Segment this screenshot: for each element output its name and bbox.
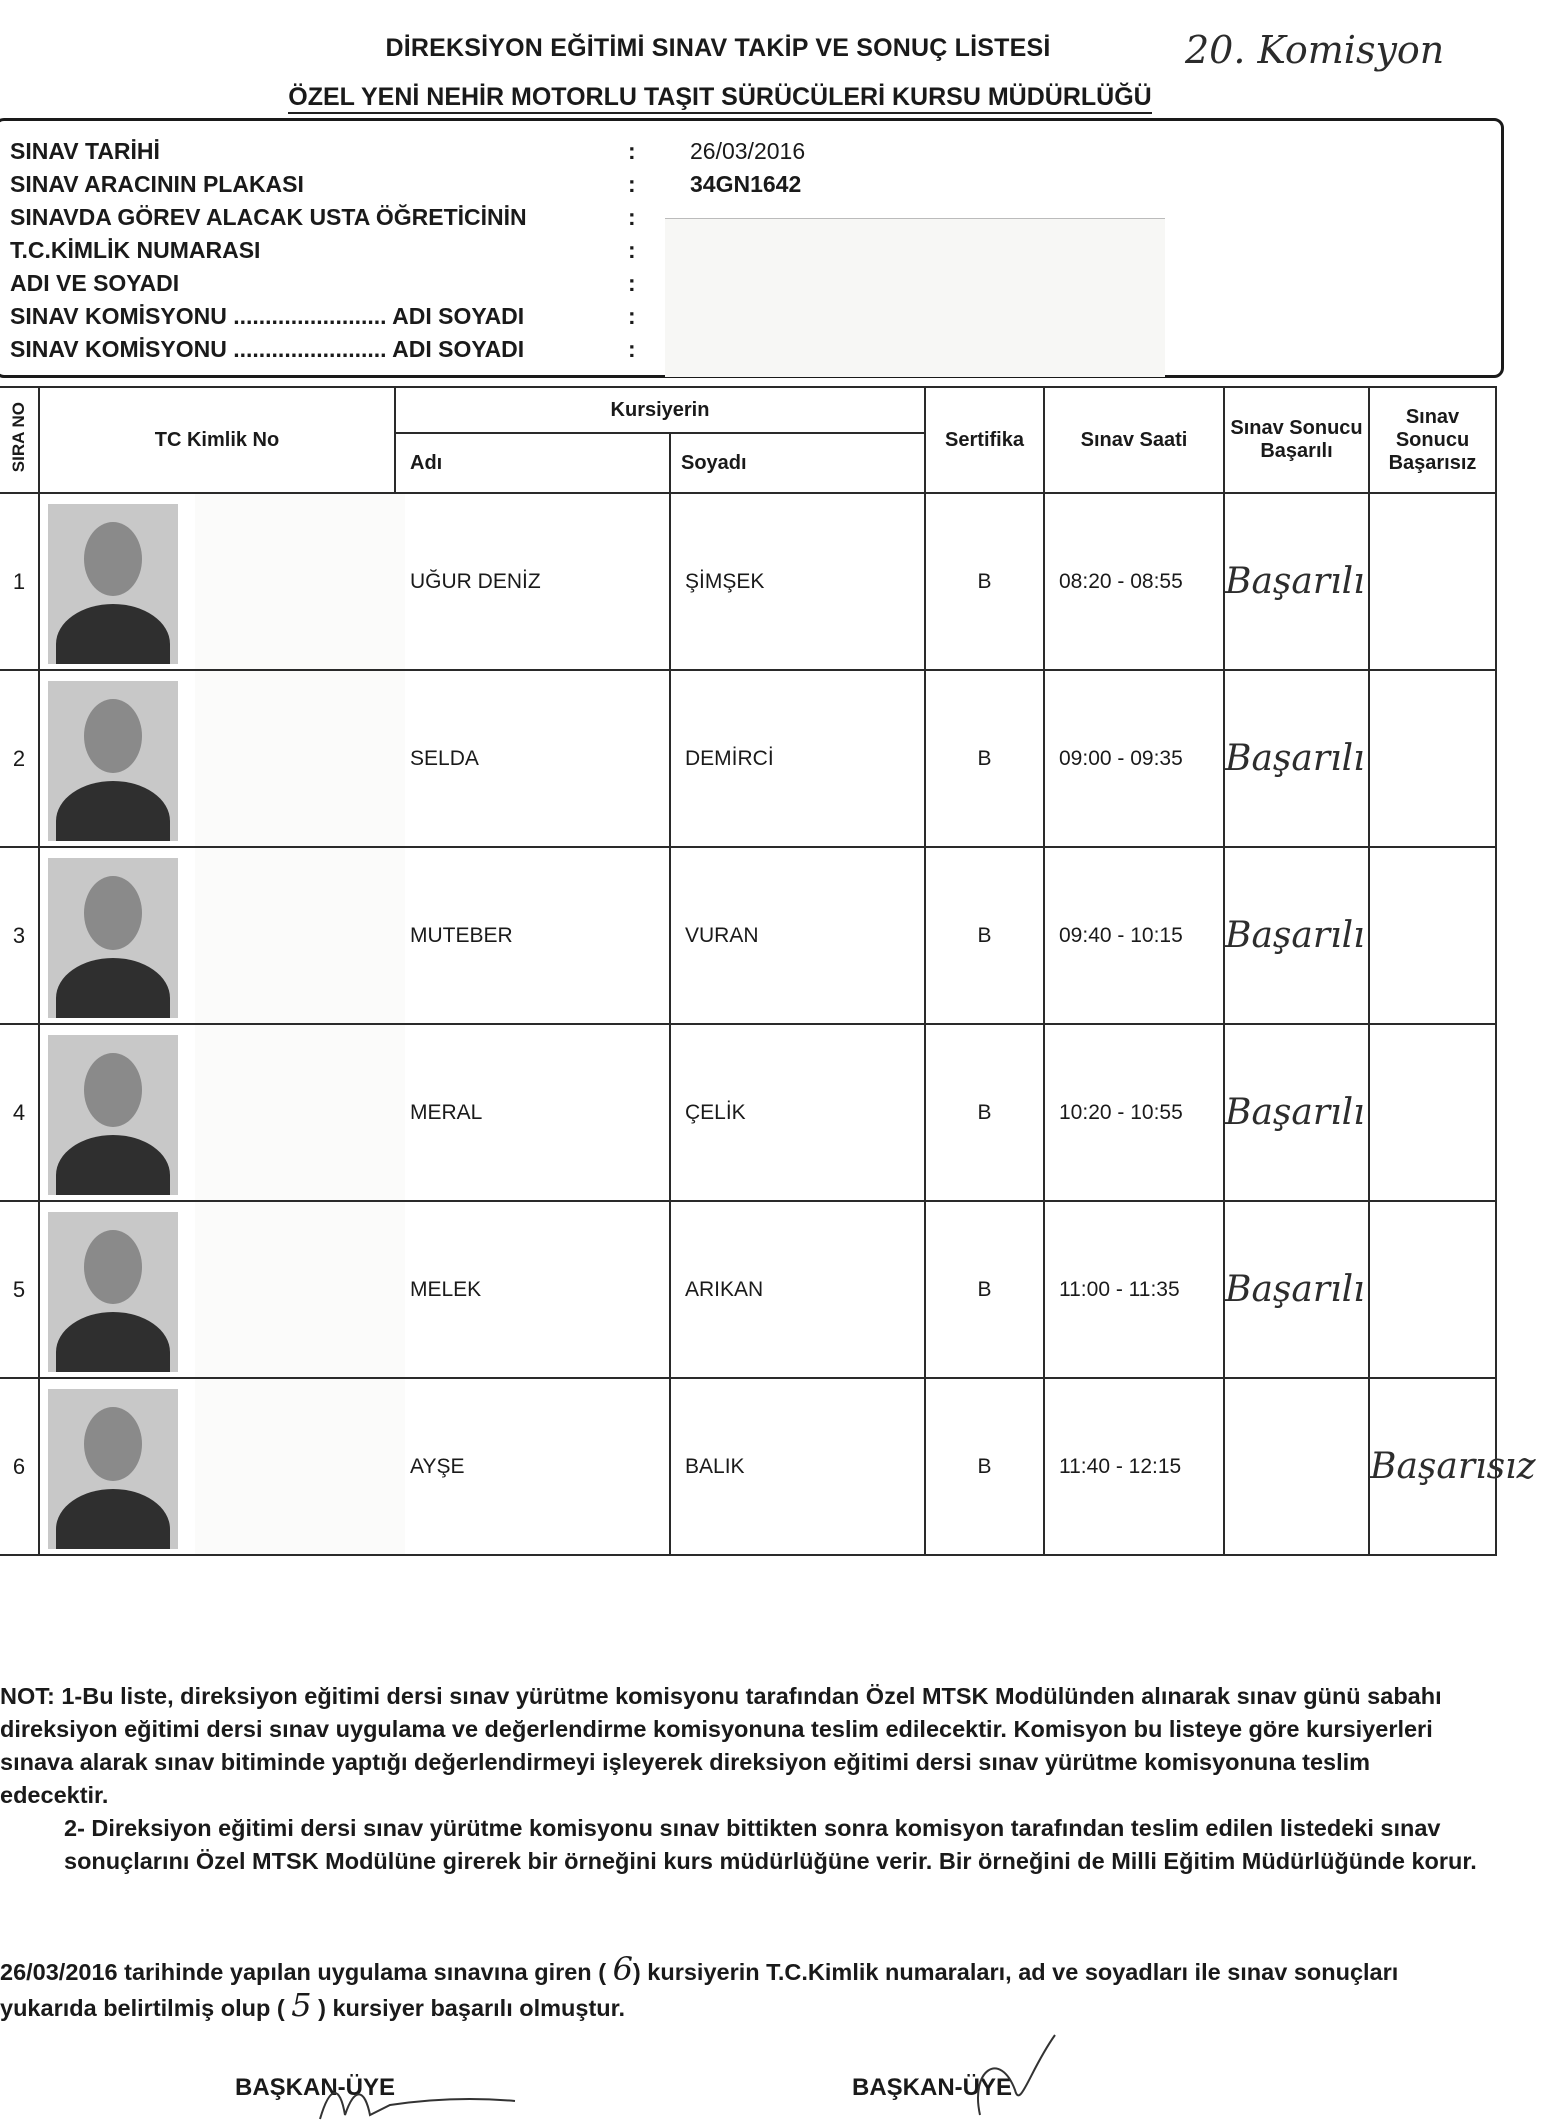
exam-time: 09:40 - 10:15 (1044, 847, 1224, 1024)
result-passed: Başarılı (1224, 1024, 1369, 1201)
photo-cell (39, 670, 395, 847)
last-name: VURAN (670, 847, 925, 1024)
table-row (0, 1201, 1496, 1378)
redacted-tc (195, 1379, 405, 1554)
redacted-tc (195, 1025, 405, 1200)
result-failed (1369, 847, 1496, 1024)
header-tc: TC Kimlik No (39, 387, 395, 493)
header-sertifika: Sertifika (925, 387, 1044, 493)
handwritten-commission-note: 20. Komisyon (1185, 28, 1445, 72)
first-name: MELEK (395, 1201, 670, 1378)
redacted-tc (195, 1202, 405, 1377)
exam-time: 09:00 - 09:35 (1044, 670, 1224, 847)
table-row (0, 847, 1496, 1024)
signature-label-right: BAŞKAN-ÜYE (852, 2074, 1013, 2101)
notes-section (0, 1680, 1480, 1878)
certificate: B (925, 847, 1044, 1024)
signature-right-mark (960, 2030, 1060, 2121)
first-name: MERAL (395, 1024, 670, 1201)
redacted-tc (195, 494, 405, 669)
first-name: MUTEBER (395, 847, 670, 1024)
last-name: ARIKAN (670, 1201, 925, 1378)
table-row (0, 1378, 1496, 1555)
signature-left-mark (300, 2075, 530, 2121)
result-failed (1369, 670, 1496, 847)
count-passed: 5 (291, 1986, 312, 2024)
student-photo (48, 681, 178, 841)
student-photo (48, 1212, 178, 1372)
redacted-area (665, 218, 1165, 377)
result-failed (1369, 493, 1496, 670)
photo-cell (39, 493, 395, 670)
exam-time: 10:20 - 10:55 (1044, 1024, 1224, 1201)
student-photo (48, 1035, 178, 1195)
result-failed (1369, 1024, 1496, 1201)
first-name: AYŞE (395, 1378, 670, 1555)
photo-cell (39, 847, 395, 1024)
student-photo (48, 858, 178, 1018)
summary-section: 26/03/2016 tarihinde yapılan uygulama sınavına giren ( 6) kursiyerin T.C.Kimlik numaraları, ad ve soyadları ile sınav sonuçları yukarıda belirtilmiş olup ( 5 ) kursiyer başarılı olmuştur. (0, 1950, 1399, 2024)
header-kursiyerin: Kursiyerin (395, 387, 925, 433)
first-name: UĞUR DENİZ (395, 493, 670, 670)
table-row (0, 1024, 1496, 1201)
result-failed (1369, 1201, 1496, 1378)
document-title: DİREKSİYON EĞİTİMİ SINAV TAKİP VE SONUÇ LİSTESİ (385, 34, 1051, 62)
exam-date-value: 26/03/2016 (690, 138, 806, 164)
result-passed (1224, 1378, 1369, 1555)
first-name: SELDA (395, 670, 670, 847)
table-row (0, 670, 1496, 847)
note-2: 2- Direksiyon eğitimi dersi sınav yürütme komisyonu sınav bittikten sonra komisyon tarafından teslim edilen listedeki sınav sonuçlarını Özel MTSK Modülüne girerek bir örneğini kurs müdürlüğüne verir. Bir örneğini de Milli Eğitim Müdürlüğünde korur. (64, 1815, 1477, 1874)
exam-time: 08:20 - 08:55 (1044, 493, 1224, 670)
result-passed: Başarılı (1224, 1201, 1369, 1378)
row-number: 1 (0, 493, 39, 670)
note-1: NOT: 1-Bu liste, direksiyon eğitimi dersi sınav yürütme komisyonu tarafından Özel MTSK Modülünden alınarak sınav günü sabahı direksiyon eğitimi dersi sınav uygulama ve değerlendirme komisyonuna teslim edilecektir. Komisyon bu listeye göre kursiyerleri sınava alarak sınav bitiminde yaptığı değerlendirmeyi işleyerek direksiyon eğitimi dersi sınav yürütme komisyonuna teslim edecektir. (0, 1683, 1442, 1808)
result-passed: Başarılı (1224, 670, 1369, 847)
header-sira-no: SIRA NO (0, 387, 39, 493)
document-subtitle: ÖZEL YENİ NEHİR MOTORLU TAŞIT SÜRÜCÜLERİ KURSU MÜDÜRLÜĞÜ (0, 83, 1560, 112)
last-name: ÇELİK (670, 1024, 925, 1201)
last-name: DEMİRCİ (670, 670, 925, 847)
header-adi: Adı (395, 433, 670, 493)
count-total: 6 (612, 1950, 633, 1988)
row-number: 6 (0, 1378, 39, 1555)
results-table (0, 386, 1536, 1556)
student-photo (48, 1389, 178, 1549)
result-passed: Başarılı (1224, 493, 1369, 670)
exam-info-box: SINAV TARİHİ : 26/03/2016 SINAV ARACININ PLAKASI : 34GN1642 SINAVDA GÖREV ALACAK USTA ÖĞRETİCİNİN : T.C.KİMLİK NUMARASI : ADI VE SOYADI : SINAV KOMİSYONU ........................ ADI SOYADI : SINAV KOMİSYONU ........................ ADI SOYADI : (0, 118, 1504, 378)
header-saat: Sınav Saati (1044, 387, 1224, 493)
header-basarili: Sınav Sonucu Başarılı (1224, 387, 1369, 493)
header-soyadi: Soyadı (670, 433, 925, 493)
plate-value: 34GN1642 (690, 171, 802, 197)
row-number: 2 (0, 670, 39, 847)
certificate: B (925, 670, 1044, 847)
certificate: B (925, 1024, 1044, 1201)
student-photo (48, 504, 178, 664)
exam-time: 11:00 - 11:35 (1044, 1201, 1224, 1378)
redacted-tc (195, 671, 405, 846)
result-passed: Başarılı (1224, 847, 1369, 1024)
last-name: BALIK (670, 1378, 925, 1555)
certificate: B (925, 1378, 1044, 1555)
result-failed: Başarısız (1369, 1378, 1496, 1555)
row-number: 3 (0, 847, 39, 1024)
photo-cell (39, 1024, 395, 1201)
row-number: 5 (0, 1201, 39, 1378)
photo-cell (39, 1201, 395, 1378)
signature-label-left: BAŞKAN-ÜYE (235, 2074, 396, 2101)
table-row (0, 493, 1496, 670)
redacted-tc (195, 848, 405, 1023)
certificate: B (925, 493, 1044, 670)
photo-cell (39, 1378, 395, 1555)
certificate: B (925, 1201, 1044, 1378)
header-basarisiz: Sınav Sonucu Başarısız (1369, 387, 1496, 493)
exam-time: 11:40 - 12:15 (1044, 1378, 1224, 1555)
row-number: 4 (0, 1024, 39, 1201)
last-name: ŞİMŞEK (670, 493, 925, 670)
